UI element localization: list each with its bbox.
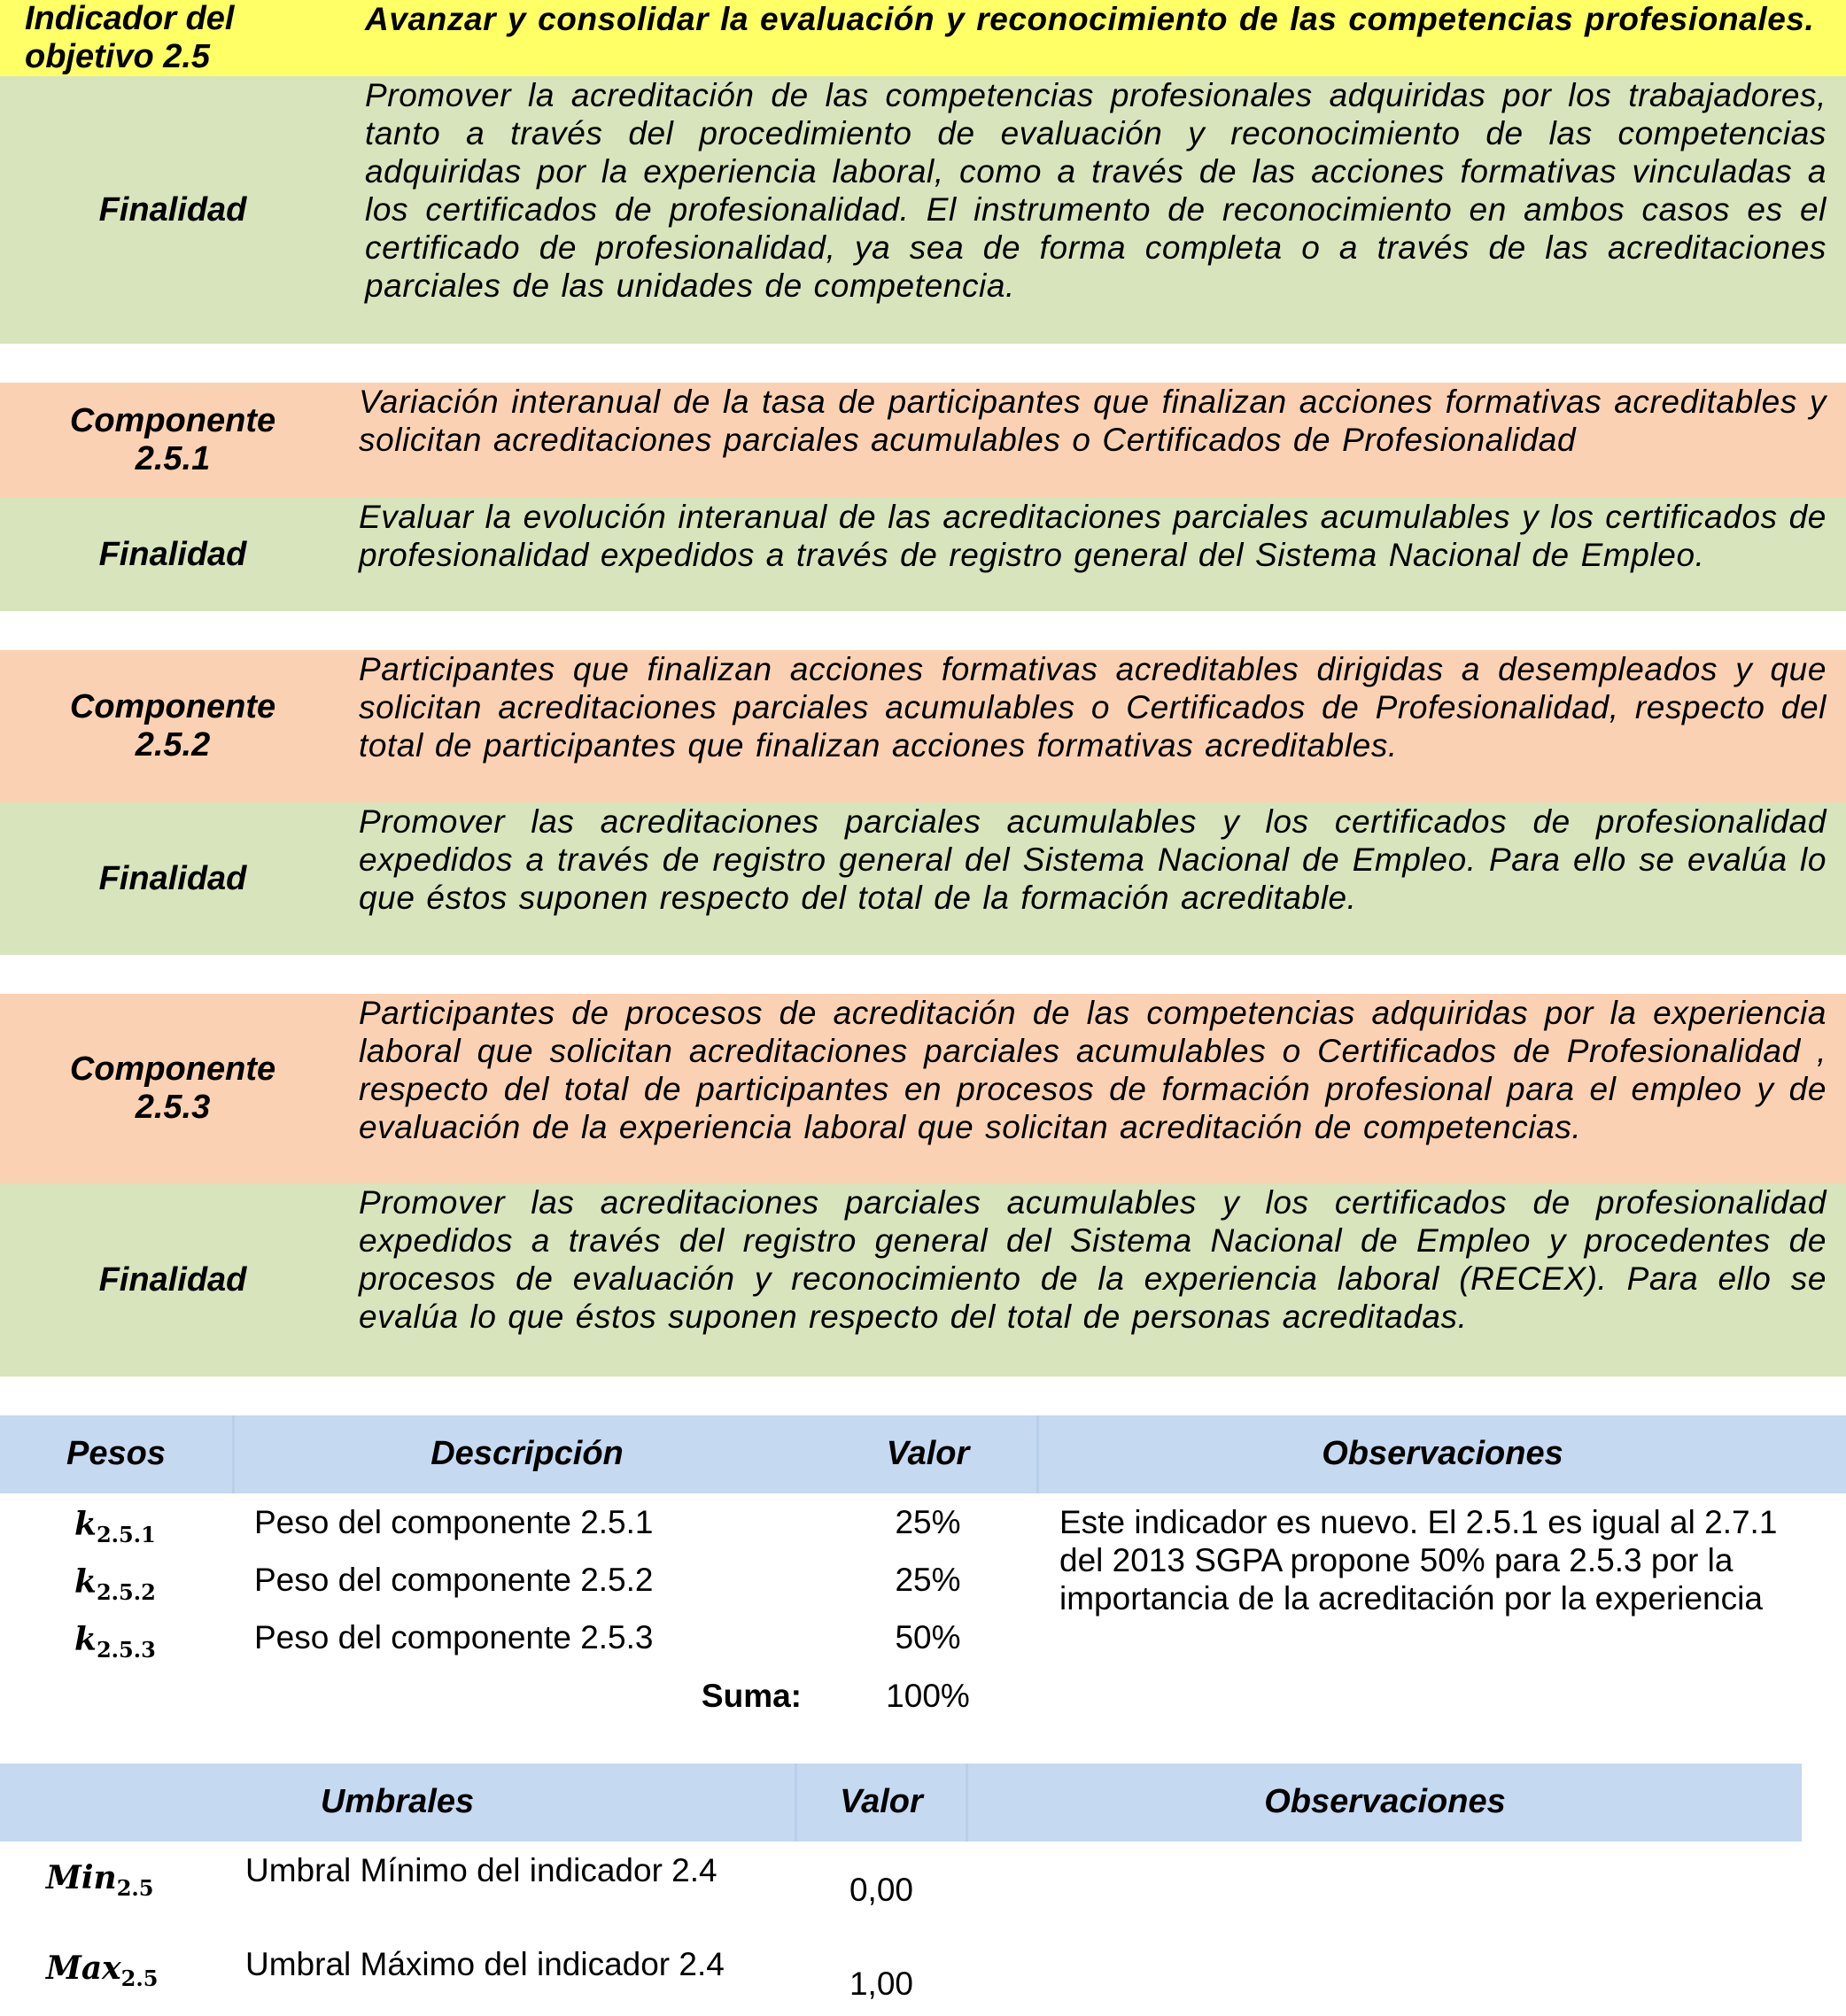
indicator-title: Avanzar y consolidar la evaluación y reconocimiento de las competencias profesionales.: [365, 1, 1815, 37]
component-text: Participantes que finalizan acciones formativas acreditables dirigidas a desempleados y que solicitan acreditaciones parciales acumulables o Certificados de Profesionalidad, respecto del total de participantes que finalizan acciones formativas acreditables.: [359, 651, 1827, 764]
component-finalidad-text: Evaluar la evolución interanual de las acreditaciones parciales acumulables y los certificados de profesionalidad expedidos a través de registro general del Sistema Nacional de Empleo.: [359, 499, 1827, 573]
weight-symbol: $k_{2.5.1}$: [74, 1506, 156, 1548]
threshold-description: Umbral Máximo del indicador 2.4: [245, 1946, 725, 1982]
component-text: Variación interanual de la tasa de participantes que finalizan acciones formativas acreditables y solicitan acreditaciones parciales acumulables o Certificados de Profesionalidad: [359, 384, 1827, 458]
component-label: Componente 2.5.3: [69, 1051, 276, 1126]
component-finalidad-text: Promover las acreditaciones parciales acumulables y los certificados de profesionalidad expedidos a través del registro general del Sistema Nacional de Empleo y procedentes de procesos de evaluación y reconocimiento de la experiencia laboral (RECEX). Para ello se evalúa lo que éstos suponen respecto del total de personas acreditadas.: [359, 1184, 1827, 1335]
weights-sum-value: 100%: [886, 1678, 970, 1714]
component-finalidad-label: Finalidad: [98, 1260, 247, 1299]
weight-symbol: $k_{2.5.3}$: [74, 1621, 156, 1663]
thresholds-header-valor: Valor: [840, 1783, 923, 1820]
indicator-finalidad-label: Finalidad: [98, 190, 247, 229]
weight-description: Peso del componente 2.5.3: [254, 1619, 654, 1655]
weights-observations: Este indicador es nuevo. El 2.5.1 es igual al 2.7.1 del 2013 SGPA propone 50% para 2.5.3 por la importancia de la acreditación por la experiencia: [1059, 1504, 1778, 1617]
weight-value: 25%: [895, 1504, 961, 1540]
threshold-symbol: Min$_{2.5}$: [46, 1859, 154, 1902]
weights-header-observaciones: Observaciones: [1322, 1435, 1563, 1472]
indicator-finalidad-text: Promover la acreditación de las competencias profesionales adquiridas por los trabajadores, tanto a través del procedimiento de evaluación y reconocimiento de las competencias adquiridas por la experiencia laboral, como a través de las acciones formativas vinculadas a los certificados de profesionalidad. El instrumento de reconocimiento en ambos casos es el certificado de profesionalidad, ya sea de forma completa o a través de las acreditaciones parciales de las unidades de competencia.: [365, 77, 1827, 304]
weight-description: Peso del componente 2.5.2: [254, 1562, 654, 1598]
weights-sum-label: Suma:: [701, 1678, 802, 1714]
component-finalidad-label: Finalidad: [98, 859, 247, 897]
component-finalidad-text: Promover las acreditaciones parciales acumulables y los certificados de profesionalidad expedidos a través de registro general del Sistema Nacional de Empleo. Para ello se evalúa lo que éstos suponen respecto del total de la formación acreditable.: [359, 803, 1827, 916]
indicator-label: Indicador del objetivo 2.5: [25, 0, 235, 75]
threshold-symbol: Max$_{2.5}$: [46, 1950, 159, 1992]
threshold-value: 0,00: [849, 1872, 913, 1908]
weight-description: Peso del componente 2.5.1: [254, 1504, 654, 1540]
thresholds-header-observaciones: Observaciones: [1264, 1783, 1506, 1820]
component-label: Componente 2.5.1: [69, 402, 276, 477]
weight-value: 25%: [895, 1562, 961, 1598]
weights-header-valor: Valor: [886, 1435, 970, 1472]
weights-header-pesos: Pesos: [66, 1435, 166, 1472]
weight-value: 50%: [895, 1619, 961, 1655]
component-finalidad-label: Finalidad: [98, 535, 247, 573]
threshold-description: Umbral Mínimo del indicador 2.4: [245, 1852, 717, 1888]
weight-symbol: $k_{2.5.2}$: [74, 1563, 156, 1606]
threshold-value: 1,00: [849, 1966, 913, 2002]
component-label: Componente 2.5.2: [69, 688, 276, 764]
component-text: Participantes de procesos de acreditación de las competencias adquiridas por la experiencia laboral que solicitan acreditaciones parciales acumulables o Certificados de Profesionalidad , respecto del total de participantes en procesos de formación profesional para el empleo y de evaluación de la experiencia laboral que solicitan acreditación de competencias.: [359, 995, 1827, 1145]
weights-header-descripcion: Descripción: [430, 1435, 624, 1472]
thresholds-header-umbrales: Umbrales: [320, 1783, 475, 1820]
